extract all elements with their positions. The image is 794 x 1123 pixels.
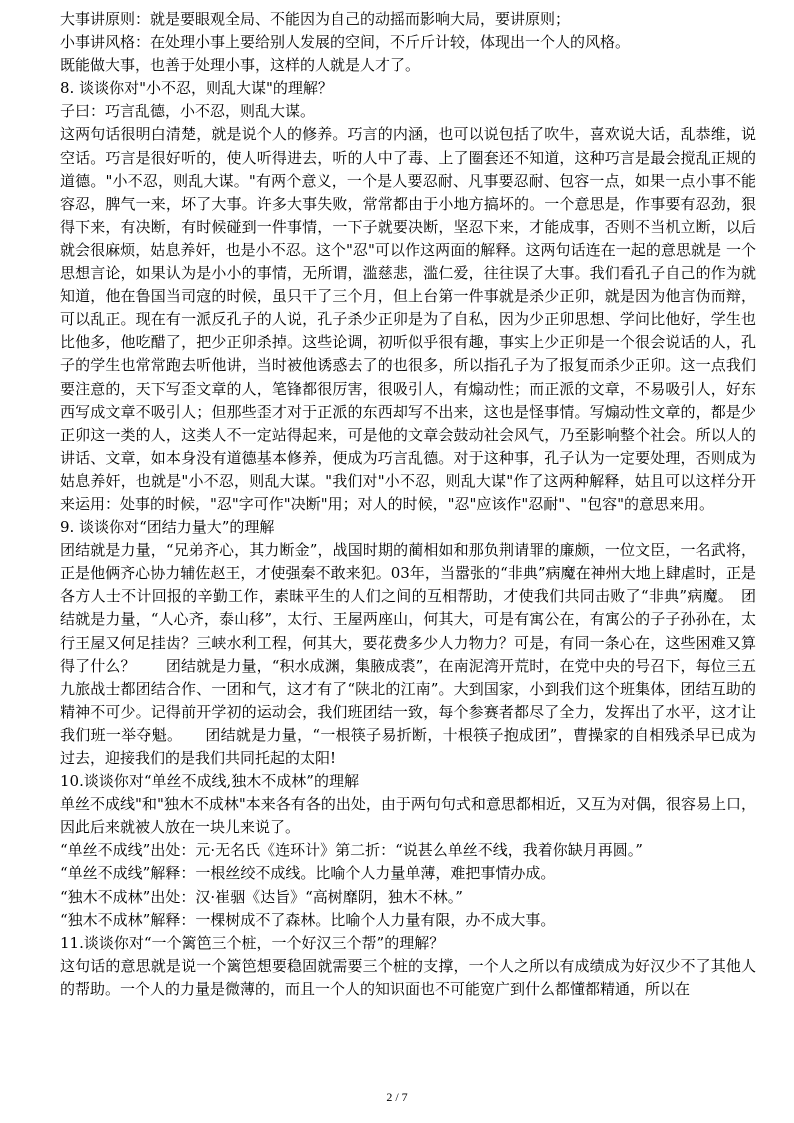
body-q11: 这句话的意思就是说一个篱笆想要稳固就需要三个桩的支撑，一个人之所以有成绩成为好汉少不了其他人的帮助。一个人的力量是微薄的，而且一个人的知识面也不可能宽广到什么都懂都精通，所以在 (60, 956, 756, 998)
paragraph-talent: 既能做大事，也善于处理小事，这样的人就是人才了。 (60, 56, 421, 75)
meaning-danxian: “单丝不成线”解释：一根丝绞不成线。比喻个人力量单薄，难把事情办成。 (60, 864, 556, 883)
body-q8: 这两句话很明白清楚，就是说个人的修养。巧言的内涵，也可以说包括了吹牛，喜欢说大话，乱恭维，说空话。巧言是很好听的，使人听得进去，听的人中了毒、上了圈套还不知道，这种巧言是最会搅乱正规的道德。"小不忍，则乱大谋。"有两个意义，一个是人要忍耐、凡事要忍耐、包容一点，如果一点小事不能容忍，脾气一来，坏了大事。许多大事失败，常常都由于小地方搞坏的。一个意思是，作事要有忍劲，狠得下来，有决断，有时候碰到一件事情，一下子就要决断，坚忍下来，才能成事，否则不当机立断，以后就会很麻烦，姑息养奸，也是小不忍。这个"忍"可以作这两面的解释。这两句话连在一起的意思就是 一个思想言论，如果认为是小小的事情，无所谓，滥慈悲，滥仁爱，往往误了大事。我们看孔子自己的作为就知道，他在鲁国当司寇的时候，虽只干了三个月，但上台第一件事就是杀少正卯，就是因为他言伪而辩，可以乱正。现在有一派反孔子的人说，孔子杀少正卯是为了自私，因为少正卯思想、学问比他好，学生也比他多，他吃醋了，把少正卯杀掉。这些论调，初听似乎很有趣，事实上少正卯是一个很会说话的人，孔子的学生也常常跑去听他讲，当时被他诱惑去了的也很多，所以指孔子为了报复而杀少正卯。这一点我们要注意的，天下写歪文章的人，笔锋都很厉害，很吸引人，有煽动性；而正派的文章，不易吸引人，好东西写成文章不吸引人；但那些歪才对于正派的东西却写不出来，这也是怪事情。写煽动性文章的，都是少正卯这一类的人，这类人不一定站得起来，可是他的文章会鼓动社会风气，乃至影响整个社会。所以人的讲话、文章，如本身没有道德基本修养，便成为巧言乱德。对于这种事，孔子认为一定要处理，否则成为姑息养奸，也就是"小不忍，则乱大谋。"我们对"小不忍，则乱大谋"作了这两种解释，姑且可以这样分开来运用：处事的时候，"忍"字可作"决断"用；对人的时候，"忍"应该作"忍耐"、"包容"的意思来用。 (60, 125, 756, 513)
origin-danxian: “单丝不成线”出处：元·无名氏《连环计》第二折：“说甚么单丝不线，我着你缺月再圆。” (60, 841, 643, 860)
body-q9: 团结就是力量，“兄弟齐心，其力断金”，战国时期的蔺相如和那负荆请罪的廉颇，一位文臣，一名武将，正是他俩齐心协力辅佐赵王，才使强秦不敢来犯。03年，当嚣张的“非典”病魔在神州大地上肆虐时，正是各方人士不计回报的辛勤工作，素昧平生的人们之间的互相帮助，才使我们共同击败了“非典”病魔。 团结就是力量，“人心齐，泰山移”，太行、王屋两座山，何其大，可是有寓公在，有寓公的子子孙孙在，太行王屋又何足挂齿？三峡水利工程，何其大，要花费多少人力物力？可是，有同一条心在，这些困难又算得了什么？ 团结就是力量，“积水成渊，集腋成裘”，在南泥湾开荒时，在党中央的号召下，每位三五九旅战士都团结合作、一团和气，这才有了“陕北的江南”。大到国家，小到我们这个班集体，团结互助的精神不可少。记得前开学初的运动会，我们班团结一致，每个参赛者都尽了全力，发挥出了水平，这才让我们班一举夺魁。 团结就是力量，“一根筷子易折断，十根筷子抱成团”，曹操家的自相残杀早已成为过去，迎接我们的是我们共同托起的太阳! (60, 541, 756, 767)
heading-q11: 11.谈谈你对“一个篱笆三个桩，一个好汉三个帮”的理解？ (60, 933, 445, 952)
origin-dumu: “独木不成林”出处：汉·崔骃《达旨》“高树靡阴，独木不林。” (60, 887, 463, 906)
heading-q8: 8. 谈谈你对"小不忍，则乱大谋"的理解？ (60, 79, 333, 98)
heading-q9: 9. 谈谈你对“团结力量大”的理解 (60, 518, 275, 537)
quote-q8: 子曰：巧言乱德，小不忍，则乱大谋。 (60, 102, 316, 121)
paragraph-style: 小事讲风格：在处理小事上要给别人发展的空间，不斤斤计较，体现出一个人的风格。 (60, 33, 631, 52)
document-page (60, 8, 756, 1001)
intro-q10: 单丝不成线"和"独木不成林"本来各有各的出处，由于两句句式和意思都相近，又互为对偶，很容易上口，因此后来就被人放在一块儿来说了。 (60, 795, 756, 837)
page-number: 2 / 7 (386, 1090, 408, 1104)
paragraph-principle: 大事讲原则：就是要眼观全局、不能因为自己的动摇而影响大局，要讲原则； (60, 10, 571, 28)
heading-q10: 10.谈谈你对“单丝不成线,独木不成林”的理解 (60, 772, 359, 791)
meaning-dumu: “独木不成林”解释：一棵树成不了森林。比喻个人力量有限，办不成大事。 (60, 910, 556, 929)
